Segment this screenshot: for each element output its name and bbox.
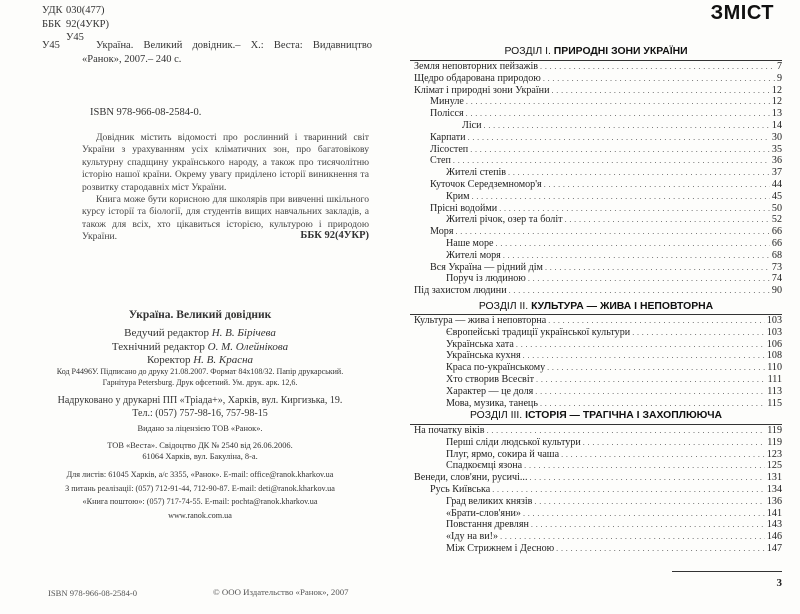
right-page — [400, 0, 800, 614]
contact-line: З питань реалізації: (057) 712-91-44, 712-90-87. E-mail: deti@ranok.kharkov.ua — [65, 483, 335, 493]
publisher-line: ТОВ «Веста». Свідоцтво ДК № 2540 від 26.06.2006. — [107, 441, 293, 450]
dot-leader — [472, 191, 770, 203]
toc-entry-title: «Іду на ви!» — [446, 531, 499, 543]
toc-entry-title: Жителі моря — [446, 249, 501, 261]
dot-leader — [509, 285, 770, 297]
editor-role: Ведучий редактор — [124, 327, 209, 339]
toc-entry-title: Минуле — [430, 96, 464, 108]
toc-entry-title: Жителі річок, озер та боліт — [446, 214, 563, 226]
toc-entry-title: Степ — [430, 155, 451, 167]
section-prefix: РОЗДІЛ ІІ. — [478, 301, 529, 312]
toc-entry-page: 131 — [766, 472, 782, 484]
toc-entry-title: Ліси — [462, 119, 482, 131]
toc-entry-page: 14 — [771, 119, 782, 131]
toc-entry-title: Вся Україна — рідний дім — [430, 261, 543, 273]
toc-entry[interactable] — [414, 214, 782, 226]
toc-entry-page: 73 — [771, 261, 782, 273]
dot-leader — [534, 496, 764, 508]
toc-entry-page: 45 — [771, 190, 782, 202]
dot-leader — [632, 327, 765, 339]
toc-entry[interactable] — [414, 425, 782, 437]
classification-row — [42, 4, 109, 18]
dot-leader — [487, 425, 766, 437]
toc-entry-page: 119 — [767, 425, 782, 436]
dot-leader — [545, 262, 770, 274]
toc-entry-page: 35 — [771, 143, 782, 155]
bibliographic-text: Україна. Великий довідник.– Х.: Веста: Видавництво «Ранок», 2007.– 240 с. — [82, 40, 372, 65]
dot-leader — [492, 484, 765, 496]
classification-row — [42, 18, 109, 32]
toc-entry[interactable] — [414, 496, 782, 508]
dot-leader — [543, 73, 775, 85]
editor-line — [30, 354, 370, 368]
dot-leader — [453, 155, 770, 167]
dot-leader — [500, 531, 765, 543]
dot-leader — [544, 179, 770, 191]
toc-entry[interactable] — [414, 96, 782, 108]
toc-entry-page: 37 — [771, 167, 782, 179]
toc-entry[interactable] — [414, 374, 782, 386]
toc-list — [414, 61, 782, 297]
dot-leader — [540, 398, 765, 410]
toc-entry-page: 68 — [771, 249, 782, 261]
dot-leader — [484, 120, 770, 132]
toc-entry-title: Плуг, ярмо, сокира й чаша — [446, 448, 560, 460]
toc-entry-title: Культура — жива і неповторна — [414, 315, 547, 326]
section-name: КУЛЬТУРА — ЖИВА І НЕПОВТОРНА — [531, 301, 714, 312]
toc-entry-title: Карпати — [430, 131, 466, 143]
imprint-title: Україна. Великий довідник — [128, 309, 272, 321]
classification-value: 030(477) — [66, 5, 105, 16]
toc-entry[interactable] — [414, 132, 782, 144]
toc-entry-title: Щедро обдарована природою — [414, 72, 541, 84]
toc-entry[interactable] — [414, 179, 782, 191]
toc-entry[interactable] — [414, 262, 782, 274]
bbk-code: ББК 92(4УКР) — [300, 230, 369, 241]
dot-leader — [565, 214, 770, 226]
dot-leader — [496, 238, 770, 250]
toc-entry[interactable] — [414, 167, 782, 179]
dot-leader — [466, 96, 770, 108]
toc-entry-title: Куточок Середземномор'я — [430, 178, 542, 190]
dot-leader — [556, 543, 765, 555]
toc-entry-page: 119 — [767, 436, 782, 448]
dot-leader — [516, 339, 765, 351]
toc-entry-page: 103 — [766, 326, 782, 338]
toc-entry-title: На початку віків — [414, 425, 485, 436]
dot-leader — [561, 449, 765, 461]
toc-entry[interactable] — [414, 350, 782, 362]
dot-leader — [548, 315, 765, 327]
toc-entry[interactable] — [414, 203, 782, 215]
print-specs-line: Гарнітура Petersburg. Друк офсетний. Ум. друк. арк. 12,6. — [102, 377, 298, 387]
toc-entry-title: Під захистом людини — [414, 285, 507, 297]
dot-leader — [468, 132, 770, 144]
toc-entry-page: 110 — [767, 362, 782, 374]
toc-entry-title: Лісостеп — [430, 143, 469, 155]
toc-entry[interactable] — [414, 327, 782, 339]
print-specs — [30, 367, 370, 388]
toc-list — [414, 425, 782, 555]
toc-entry[interactable] — [414, 144, 782, 156]
toc-entry[interactable] — [414, 85, 782, 97]
license-line: Видано за ліцензією ТОВ «Ранок». — [137, 424, 263, 433]
dot-leader — [466, 108, 770, 120]
dot-leader — [508, 167, 770, 179]
editor-name: О. М. Олейнікова — [207, 340, 289, 353]
classification-key: УДК — [42, 5, 63, 16]
toc-list — [414, 315, 782, 409]
toc-entry[interactable] — [414, 315, 782, 327]
toc-entry-page: 136 — [766, 495, 782, 507]
toc-entry-title: Характер — це доля — [446, 385, 534, 397]
dot-leader — [535, 386, 765, 398]
toc-entry[interactable] — [414, 386, 782, 398]
contact-line: Для листів: 61045 Харків, а/с 3355, «Ранок». E-mail: office@ranok.kharkov.ua — [66, 470, 334, 479]
page-number: 3 — [776, 577, 782, 589]
editor-name: Н. В. Красна — [193, 354, 254, 366]
toc-entry[interactable] — [414, 61, 782, 73]
toc-entry[interactable] — [414, 460, 782, 472]
toc-entry-title: Перші сліди людської культури — [446, 436, 581, 448]
publisher-info — [30, 440, 370, 462]
contents-title: ЗМІСТ — [710, 2, 774, 24]
dot-leader — [524, 460, 765, 472]
editor-role: Коректор — [146, 354, 191, 366]
toc-entry[interactable] — [414, 508, 782, 520]
toc-entry-title: Краса по-українському — [446, 362, 546, 374]
dot-leader — [503, 250, 770, 262]
dot-leader — [470, 144, 770, 156]
editor-line — [30, 327, 370, 341]
toc-entry[interactable] — [414, 285, 782, 297]
toc-entry[interactable] — [414, 472, 782, 484]
toc-entry-page: 74 — [771, 273, 782, 285]
section-name: ІСТОРІЯ — ТРАГІЧНА І ЗАХОПЛЮЮЧА — [525, 410, 723, 421]
toc-entry-page: 9 — [776, 72, 782, 84]
toc-entry-title: Крим — [446, 190, 470, 202]
printing-house — [30, 394, 370, 420]
toc-entry-title: Європейські традиції української культури — [446, 326, 631, 338]
toc-entry-title: Земля неповторних пейзажів — [414, 61, 539, 72]
toc-entry-page: 44 — [771, 178, 782, 190]
toc-entry[interactable] — [414, 484, 782, 496]
toc-entry-page: 66 — [771, 237, 782, 249]
section-heading — [410, 410, 782, 421]
classification-key: ББК — [42, 18, 62, 30]
toc-entry-page: 146 — [766, 531, 782, 543]
dot-leader — [531, 519, 765, 531]
toc-entry-title: Хто створив Всесвіт — [446, 373, 535, 385]
bibliographic-record — [42, 39, 372, 66]
toc-entry-title: Поруч із людиною — [446, 273, 526, 285]
footer-rule — [672, 571, 782, 572]
section-prefix: РОЗДІЛ ІІІ. — [469, 410, 523, 421]
dot-leader — [552, 85, 770, 97]
dot-leader — [540, 61, 775, 73]
toc-entry-title: Спадкоємці язона — [446, 460, 523, 472]
toc-entry[interactable] — [414, 339, 782, 351]
toc-entry-page: 7 — [776, 61, 782, 72]
toc-entry-page: 113 — [767, 385, 782, 397]
toc-entry-title: Моря — [430, 226, 454, 238]
toc-entry-title: Наше море — [446, 237, 494, 249]
toc-entry[interactable] — [414, 73, 782, 85]
dot-leader — [528, 273, 770, 285]
toc-entry-page: 12 — [771, 84, 782, 96]
contacts — [30, 468, 370, 522]
toc-entry-page: 134 — [766, 483, 782, 495]
contact-line: «Книга поштою»: (057) 717-74-55. E-mail: pochta@ranok.kharkov.ua — [82, 497, 318, 506]
classification-value: 92(4УКР) — [66, 18, 110, 30]
toc-entry-title: Українська хата — [446, 338, 514, 350]
print-specs-line: Код Р4496У. Підписано до друку 21.08.2007. Формат 84х108/32. Папір друкарський. — [56, 367, 344, 376]
toc-entry-title: Русь Київська — [430, 483, 491, 495]
section-heading — [410, 46, 782, 57]
printing-house-line: Надруковано у друкарні ПП «Тріада+», Харків, вул. Киргизька, 19. — [57, 395, 343, 406]
dot-leader — [583, 437, 765, 449]
toc-entry[interactable] — [414, 108, 782, 120]
editor-name: Н. В. Бірічева — [211, 327, 276, 339]
isbn-top: ISBN 978-966-08-2584-0. — [90, 107, 202, 118]
author-mark: У45 — [42, 40, 60, 51]
toc-entry-page: 125 — [766, 460, 782, 472]
toc-entry-page: 106 — [766, 338, 782, 350]
section-name: ПРИРОДНІ ЗОНИ УКРАЇНИ — [553, 46, 688, 57]
annotation — [82, 132, 369, 244]
dot-leader — [536, 374, 766, 386]
toc-entry-page: 36 — [771, 155, 782, 167]
toc-entry[interactable] — [414, 120, 782, 132]
dot-leader — [529, 472, 764, 484]
editor-role: Технічний редактор — [111, 340, 205, 353]
toc-entry[interactable] — [414, 519, 782, 531]
toc-entry-page: 50 — [771, 202, 782, 214]
toc-entry-title: Мова, музика, танець — [446, 397, 538, 409]
toc-entry-page: 141 — [766, 507, 782, 519]
toc-entry-page: 143 — [766, 519, 782, 531]
dot-leader — [455, 226, 769, 238]
toc-entry-title: Клімат і природні зони України — [414, 84, 550, 96]
toc-entry-page: 115 — [767, 397, 782, 409]
dot-leader — [547, 362, 765, 374]
editor-line — [30, 341, 370, 355]
toc-entry[interactable] — [414, 155, 782, 167]
toc-entry-page: 111 — [767, 373, 782, 385]
isbn-bottom: ISBN 978-966-08-2584-0 — [48, 588, 138, 598]
section-heading — [410, 301, 782, 312]
dot-leader — [523, 508, 765, 520]
toc-entry[interactable] — [414, 398, 782, 410]
publisher-address: 61064 Харків, вул. Бакуліна, 8-а. — [142, 452, 258, 461]
toc-entry-page: 108 — [766, 350, 782, 362]
toc-entry-page: 147 — [766, 542, 782, 554]
dot-leader — [523, 350, 765, 362]
toc-entry[interactable] — [414, 449, 782, 461]
toc-entry-title: Жителі степів — [446, 167, 507, 179]
toc-entry[interactable] — [414, 250, 782, 262]
toc-entry-page: 12 — [771, 96, 782, 108]
toc-entry[interactable] — [414, 191, 782, 203]
toc-entry[interactable] — [414, 238, 782, 250]
annotation-paragraph: Довідник містить відомості про рослинний і тваринний світ України з урахуванням усіх кліматичних зон, про багатовікову культурну спадщину українського народу, а також про тисячолітню історію нашої країни. Окрему увагу приділено історії виникнення та розвитку стародавніх міст України. — [82, 132, 369, 193]
toc-entry-page: 66 — [771, 226, 782, 238]
toc-entry-page: 123 — [766, 448, 782, 460]
toc-entry-page: 103 — [766, 315, 782, 326]
toc-entry-title: Українська кухня — [446, 350, 521, 362]
toc-entry[interactable] — [414, 362, 782, 374]
toc-entry-page: 13 — [771, 108, 782, 120]
toc-entry-title: Повстання древлян — [446, 519, 529, 531]
toc-entry-title: Між Стрижнем і Десною — [446, 542, 555, 554]
toc-entry[interactable] — [414, 226, 782, 238]
toc-entry-title: Прісні водойми — [430, 202, 498, 214]
toc-entry-page: 52 — [771, 214, 782, 226]
toc-entry-title: Венеди, слов'яни, русичі... — [414, 472, 528, 484]
copyright: © ООО Издательство «Ранок», 2007 — [213, 587, 349, 597]
toc-entry-title: Полісся — [430, 108, 464, 120]
classification-value: У45 — [66, 32, 84, 43]
editors-list — [30, 327, 370, 368]
toc-entry-page: 30 — [771, 131, 782, 143]
toc-entry[interactable] — [414, 543, 782, 555]
toc-entry[interactable] — [414, 273, 782, 285]
toc-entry-page: 90 — [771, 285, 782, 297]
toc-entry[interactable] — [414, 531, 782, 543]
printing-house-phone: Тел.: (057) 757-98-16, 757-98-15 — [132, 408, 268, 419]
toc-entry[interactable] — [414, 437, 782, 449]
annotation-paragraph: Книга може бути корисною для школярів при вивченні шкільного курсу історії та біології, для студентів вищих навчальних закладів, а також для всіх, хто цікавиться історією, культурою і природою України. — [82, 194, 369, 243]
website: www.ranok.com.ua — [168, 510, 232, 520]
section-prefix: РОЗДІЛ І. — [504, 46, 551, 57]
dot-leader — [499, 203, 770, 215]
toc-entry-title: Град великих князів — [446, 495, 533, 507]
toc-entry-title: «Брати-слов'яни» — [446, 507, 521, 519]
